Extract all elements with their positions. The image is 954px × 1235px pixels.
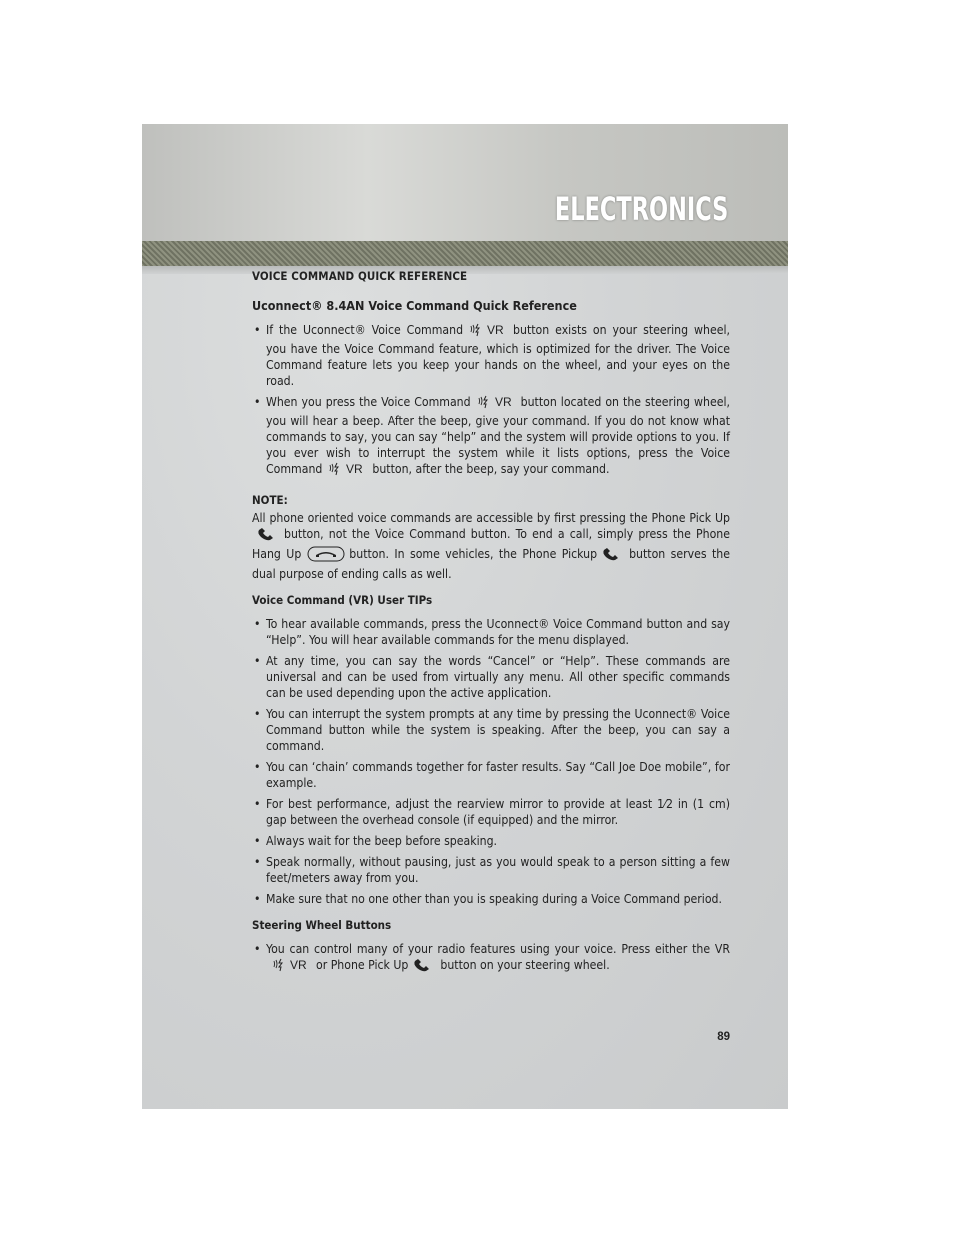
svg-text:VR: VR: [290, 958, 307, 972]
note-label: NOTE:: [252, 493, 288, 507]
phone-pickup-icon: [256, 528, 280, 546]
phone-pickup-icon: [601, 548, 625, 566]
vr-icon: [477, 395, 517, 413]
intro-list: [252, 322, 730, 480]
page-number: 89: [717, 1031, 730, 1043]
steering-heading: Steering Wheel Buttons: [252, 918, 392, 932]
phone-hangup-icon: [307, 546, 345, 566]
list-item: • You can ‘chain’ commands together for faster results. Say “Call Joe Doe mobile”, for example.: [252, 759, 730, 791]
vr-icon: [469, 323, 509, 341]
vr-icon: [272, 958, 312, 976]
svg-text:VR: VR: [346, 462, 364, 476]
list-item: • If the Uconnect® Voice Command VR button exists on your steering wheel, you have the Voice Command feature, which is optimized for the driver. The Voice Command feature lets you keep your hands on the wheel, and your eyes on the road.: [252, 322, 730, 389]
svg-text:VR: VR: [494, 395, 512, 409]
content: [252, 262, 730, 982]
tips-heading: Voice Command (VR) User TIPs: [252, 593, 433, 607]
list-item: • For best performance, adjust the rearview mirror to provide at least 1⁄2 in (1 cm) gap between the overhead console (if equipped) and the mirror.: [252, 796, 730, 828]
steering-list: [252, 941, 730, 977]
note-text: All phone oriented voice commands are accessible by first pressing the Phone Pick Upbutton, not the Voice Command button. To end a call, simply press the Phone Hang Up button. In some vehicles, the Phone Pickup button serves the dual purpose of ending calls as well.: [252, 511, 730, 581]
subsection-heading: Uconnect® 8.4AN Voice Command Quick Reference: [252, 298, 577, 313]
list-item: • You can control many of your radio features using your voice. Press either the VR VR or Phone Pick Up button on your steering wheel.: [252, 941, 730, 977]
list-item: • Make sure that no one other than you is speaking during a Voice Command period.: [252, 891, 730, 907]
list-item: • You can interrupt the system prompts at any time by pressing the Uconnect® Voice Command button while the system is speaking. After the beep, you can say a command.: [252, 706, 730, 754]
list-item: • Always wait for the beep before speaking.: [252, 833, 730, 849]
tips-list: [252, 616, 730, 907]
svg-text:VR: VR: [487, 323, 504, 337]
phone-pickup-icon: [412, 959, 436, 977]
header-banner: [142, 124, 788, 241]
list-item: • To hear available commands, press the Uconnect® Voice Command button and say “Help”. You will hear available commands for the menu displayed.: [252, 616, 730, 648]
section-heading: VOICE COMMAND QUICK REFERENCE: [252, 269, 468, 283]
list-item: • When you press the Voice Command VR button located on the steering wheel, you will hear a beep. After the beep, give your command. If you do not know what commands to say, you can say “help” and the system will provide options to you. If you ever wish to interrupt the system while it lists options, press the Voice Command VR button, after the beep, say your command.: [252, 394, 730, 480]
list-item: • At any time, you can say the words “Cancel” or “Help”. These commands are universal and can be used from virtually any menu. All other specific commands can be used depending upon the active application.: [252, 653, 730, 701]
list-item: • Speak normally, without pausing, just as you would speak to a person sitting a few feet/meters away from you.: [252, 854, 730, 886]
page-title: ELECTRONICS: [554, 190, 728, 228]
vr-icon: [328, 462, 368, 480]
